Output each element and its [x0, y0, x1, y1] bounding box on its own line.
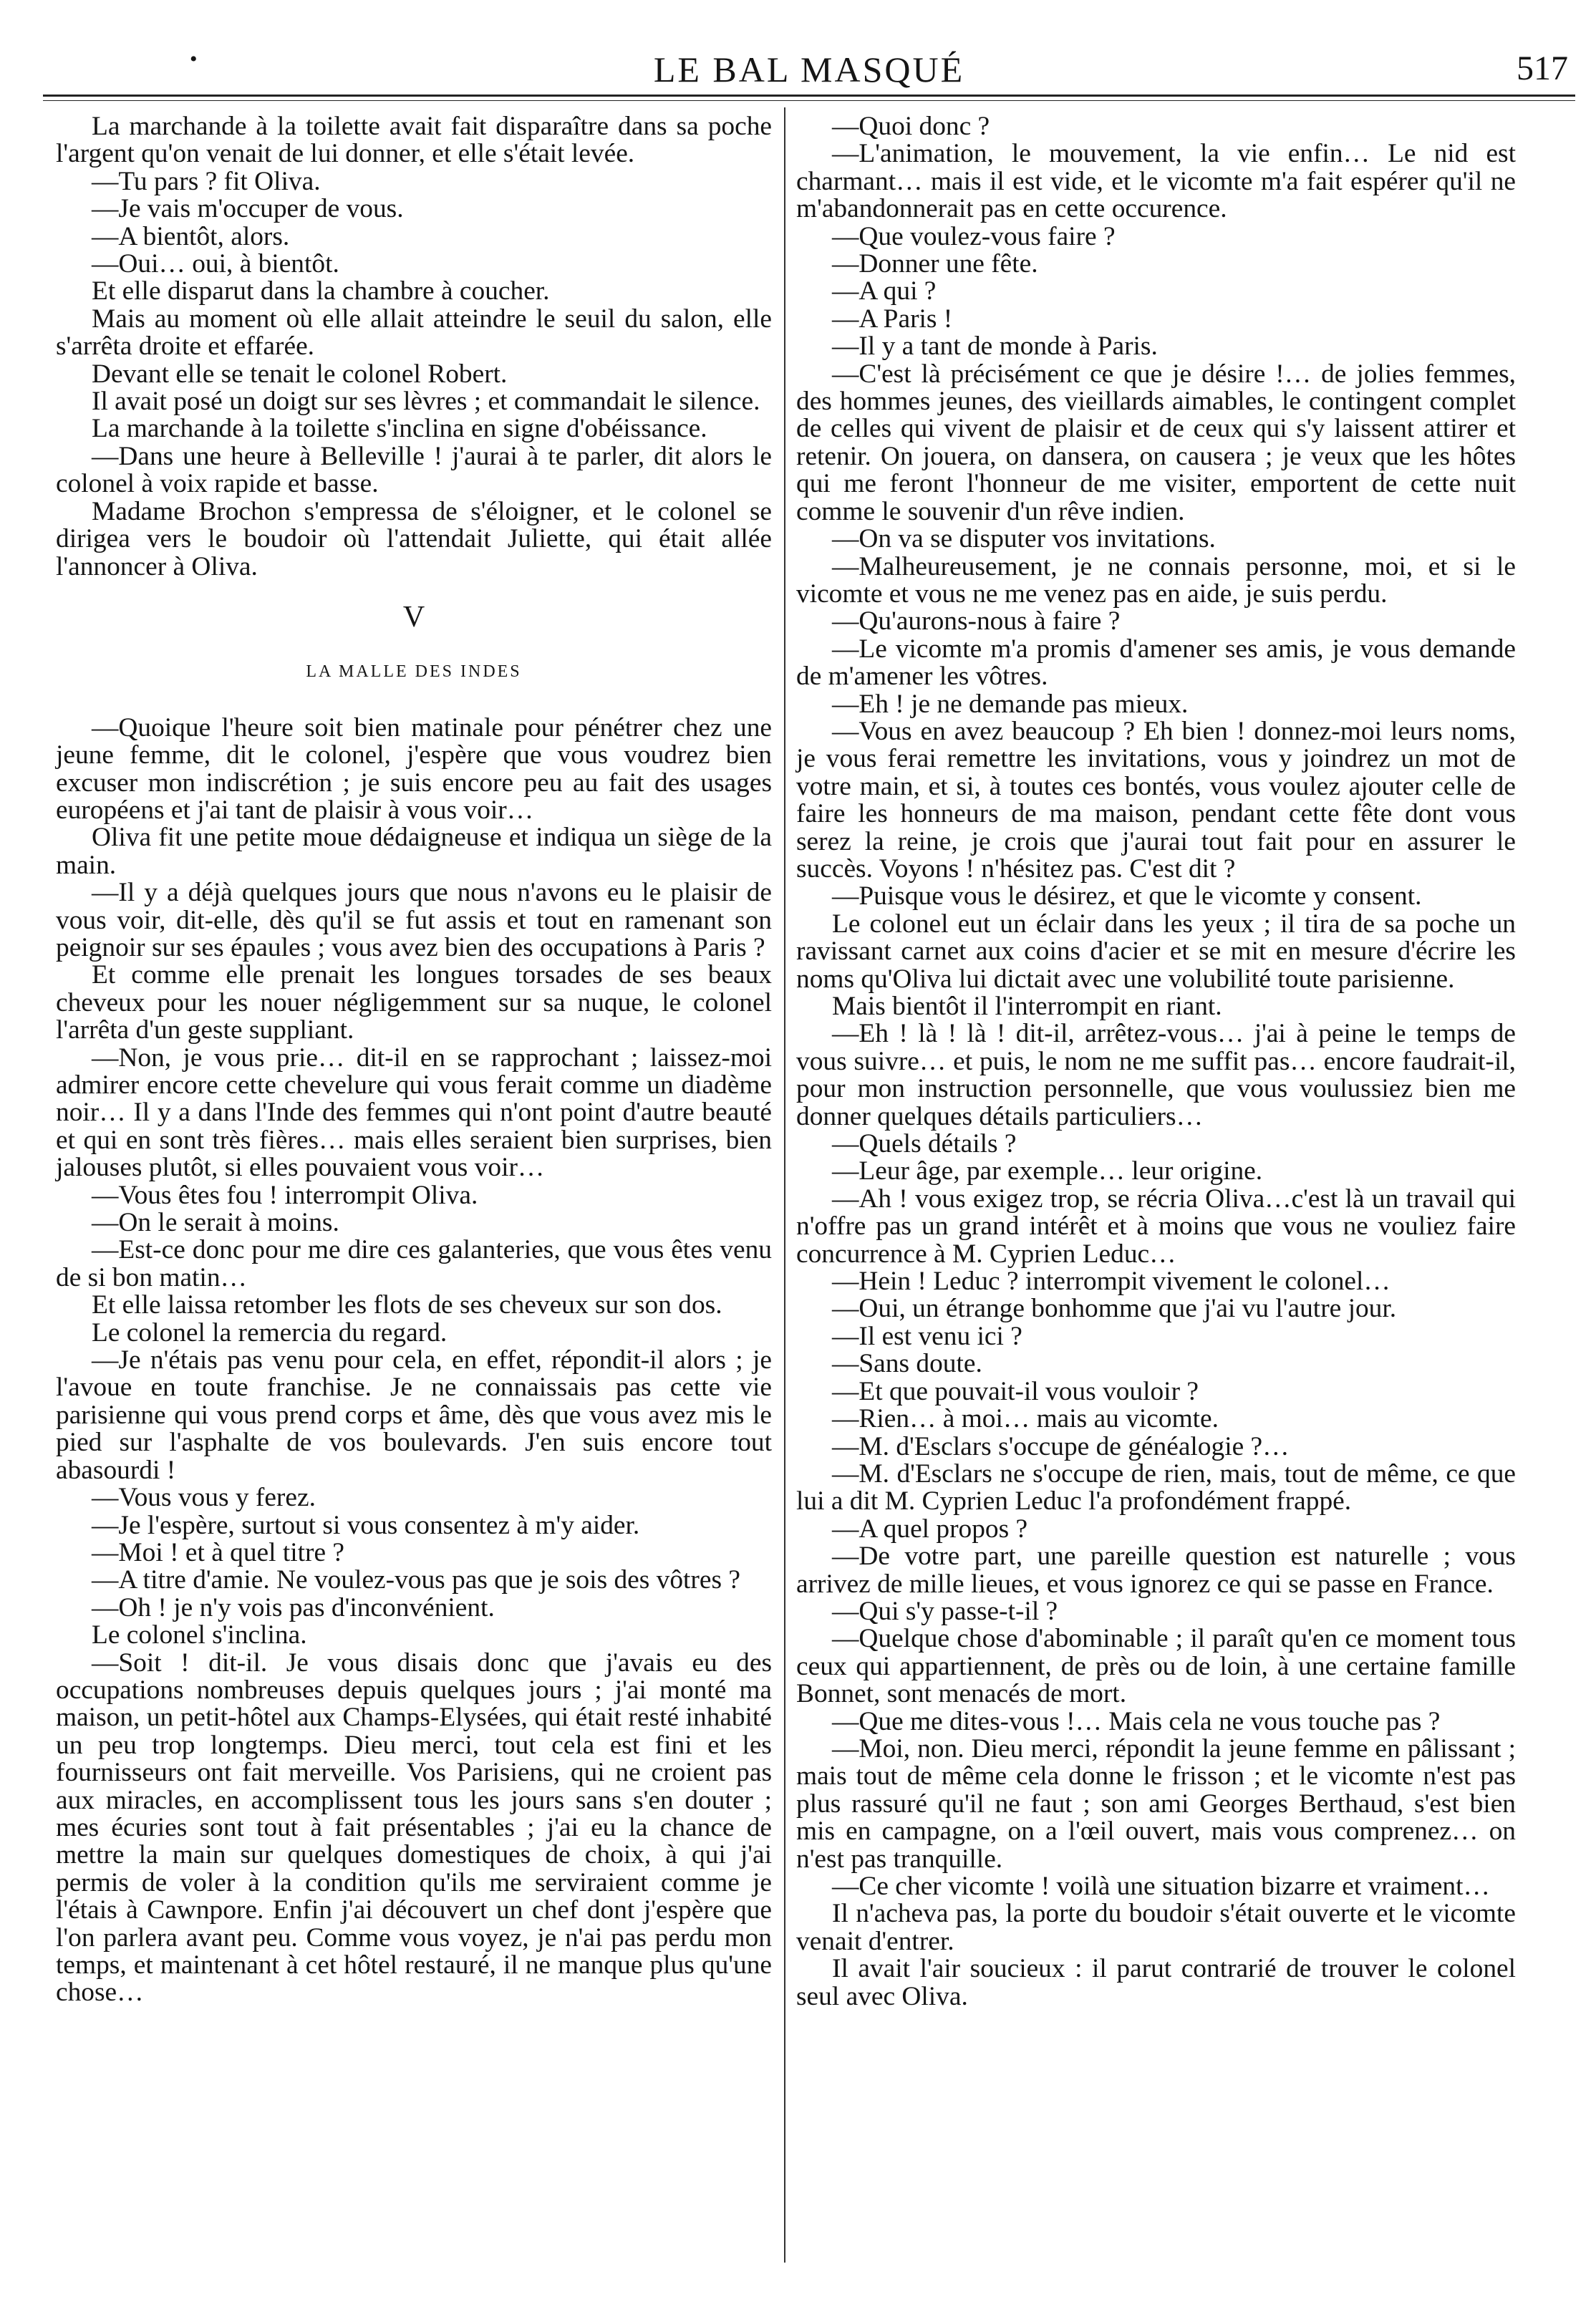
paragraph: —Eh ! là ! là ! dit-il, arrêtez-vous… j'ai à peine le temps de vous suivre… et puis, le nom ne me suffit pas… encore faudrait-il, pour mon instruction personnelle, que vous voulussiez bien me donner quelques détails particuliers…: [796, 1019, 1516, 1131]
paragraph: —Est-ce donc pour me dire ces galanteries, que vous êtes venu de si bon matin…: [56, 1235, 772, 1292]
paragraph: —Il y a tant de monde à Paris.: [832, 332, 1158, 362]
paragraph: Et comme elle prenait les longues torsades de ses beaux cheveux pour les nouer négligemment sur sa nuque, le colonel l'arrêta d'un geste suppliant.: [56, 960, 772, 1045]
paragraph: La marchande à la toilette avait fait disparaître dans sa poche l'argent qu'on venait de lui donner, et elle s'était levée.: [56, 112, 772, 169]
paragraph: —Et que pouvait-il vous vouloir ?: [832, 1376, 1199, 1406]
paragraph: —Quelque chose d'abominable ; il paraît qu'en ce moment tous ceux qui appartiennent, de près ou de loin, à une certaine famille Bonnet, sont menacés de mort.: [796, 1624, 1516, 1709]
left-column-text-after: [56, 712, 772, 2008]
paragraph: —Tu pars ? fit Oliva.: [92, 166, 321, 196]
paragraph: —On le serait à moins.: [92, 1208, 339, 1238]
paragraph: —A qui ?: [832, 276, 937, 306]
running-title: LE BAL MASQUÉ: [653, 49, 965, 90]
paragraph: —Sans doute.: [832, 1349, 982, 1379]
paragraph: Madame Brochon s'empressa de s'éloigner, et le colonel se dirigea vers le boudoir où l'attendait Juliette, qui était allée l'annoncer à Oliva.: [56, 496, 772, 581]
paragraph: —L'animation, le mouvement, la vie enfin… Le nid est charmant… mais il est vide, et le vicomte m'a fait espérer qu'il ne m'abandonnerait pas en cette occurence.: [796, 139, 1516, 224]
paragraph: —Non, je vous prie… dit-il en se rapprochant ; laissez-moi admirer encore cette chevelure qui vous ferait comme un diadème noir… Il y a dans l'Inde des femmes qui n'ont point d'autre beauté et qui en sont très fières… mais elles seraient bien surprises, bien jalouses plutôt, si elles pouvaient vous voir…: [56, 1043, 772, 1183]
paragraph: —De votre part, une pareille question est naturelle ; vous arrivez de mille lieues, et vous ignorez ce qui se passe en France.: [796, 1542, 1516, 1599]
paragraph: —C'est là précisément ce que je désire !… de jolies femmes, des hommes jeunes, des vieillards aimables, le contingent complet de celles qui vivent de plaisir et de ceux qui s'y laissent attirer et retenir. On jouera, on dansera, on causera ; je veux que les hôtes qui me feront l'honneur de me visiter, emportent de cette nuit comme le souvenir d'un rêve indien.: [796, 359, 1516, 526]
header-rule-thin: [43, 100, 1575, 101]
paragraph: —Que voulez-vous faire ?: [832, 221, 1116, 251]
paragraph: —Oui… oui, à bientôt.: [92, 249, 339, 279]
paragraph: Il avait posé un doigt sur ses lèvres ; et commandait le silence.: [92, 387, 760, 417]
paragraph: —Rien… à moi… mais au vicomte.: [832, 1404, 1219, 1434]
left-column: [56, 113, 772, 2007]
paragraph: —M. d'Esclars ne s'occupe de rien, mais, tout de même, ce que lui a dit M. Cyprien Leduc l'a profondément frappé.: [796, 1458, 1516, 1516]
paragraph: —A quel propos ?: [832, 1514, 1028, 1544]
chapter-number: V: [402, 600, 425, 634]
paragraph: Il n'acheva pas, la porte du boudoir s'était ouverte et le vicomte venait d'entrer.: [796, 1899, 1516, 1956]
paragraph: Mais au moment où elle allait atteindre le seuil du salon, elle s'arrêta droite et effarée.: [56, 304, 772, 362]
paragraph: —Il est venu ici ?: [832, 1321, 1022, 1351]
paragraph: —Dans une heure à Belleville ! j'aurai à te parler, dit alors le colonel à voix rapide et basse.: [56, 441, 772, 499]
chapter-title: LA MALLE DES INDES: [306, 662, 522, 682]
paragraph: —Oui, un étrange bonhomme que j'ai vu l'autre jour.: [832, 1294, 1397, 1324]
paragraph: —A titre d'amie. Ne voulez-vous pas que je sois des vôtres ?: [92, 1565, 740, 1595]
left-column-text-before: [56, 113, 772, 581]
paragraph: —Ah ! vous exigez trop, se récria Oliva…c'est là un travail qui n'offre pas un grand intérêt et à moins que vous ne vouliez faire concurrence à M. Cyprien Leduc…: [796, 1184, 1516, 1269]
paragraph: —Vous vous y ferez.: [92, 1483, 316, 1513]
paragraph: —Quels détails ?: [832, 1129, 1017, 1159]
paragraph: —Vous en avez beaucoup ? Eh bien ! donnez-moi leurs noms, je vous ferai remettre les invitations, vous y joindrez un mot de votre main, et si, à toutes ces bontés, vous voulez ajouter celle de faire les honneurs de ma maison, pendant cette fête dont vous serez la reine, je crois que j'aurai tout fait pour en assurer le succès. Voyons ! n'hésitez pas. C'est dit ?: [796, 716, 1516, 884]
paragraph: —Quoique l'heure soit bien matinale pour pénétrer chez une jeune femme, dit le colonel, j'espère que vous voudrez bien excuser mon indiscrétion ; je suis encore peu au fait des usages européens et j'ai tant de plaisir à vous voir…: [56, 712, 772, 825]
paragraph: —Donner une fête.: [832, 249, 1038, 279]
paragraph: La marchande à la toilette s'inclina en signe d'obéissance.: [92, 414, 707, 444]
paragraph: —Je l'espère, surtout si vous consentez à m'y aider.: [92, 1510, 640, 1540]
paragraph: —Que me dites-vous !… Mais cela ne vous touche pas ?: [832, 1706, 1441, 1736]
paragraph: —A bientôt, alors.: [92, 221, 290, 251]
paragraph: —Moi ! et à quel titre ?: [92, 1537, 345, 1567]
paragraph: Le colonel s'inclina.: [92, 1620, 307, 1650]
paragraph: —Leur âge, par exemple… leur origine.: [832, 1156, 1263, 1186]
paragraph: —Quoi donc ?: [832, 112, 990, 141]
paragraph: —Ce cher vicomte ! voilà une situation bizarre et vraiment…: [832, 1872, 1490, 1901]
right-column: [796, 113, 1516, 2011]
paragraph: —A Paris !: [832, 304, 953, 334]
paragraph: Devant elle se tenait le colonel Robert.: [92, 359, 508, 389]
paragraph: Le colonel eut un éclair dans les yeux ; il tira de sa poche un ravissant carnet aux coins d'acier et se mit en mesure d'écrire les noms qu'Oliva lui dictait avec une volubilité toute parisienne.: [796, 909, 1516, 994]
paragraph: —Je n'étais pas venu pour cela, en effet, répondit-il alors ; je l'avoue en toute franchise. Je ne connaissais pas cette vie parisienne qui vous prend corps et âme, dès que vous avez mis le pied sur l'asphalte de vos boulevards. J'en suis encore tout abasourdi !: [56, 1345, 772, 1485]
paragraph: —Puisque vous le désirez, et que le vicomte y consent.: [832, 881, 1422, 911]
paragraph: —Malheureusement, je ne connais personne, moi, et si le vicomte et vous ne me venez pas en aide, je suis perdu.: [796, 551, 1516, 609]
paragraph: —M. d'Esclars s'occupe de généalogie ?…: [832, 1431, 1290, 1461]
paragraph: —Hein ! Leduc ? interrompit vivement le colonel…: [832, 1267, 1391, 1297]
header-ornament: •: [190, 47, 198, 71]
header-rule-thick: [43, 95, 1575, 97]
page-number: 517: [1517, 49, 1568, 87]
running-header: [43, 42, 1575, 99]
paragraph: —Moi, non. Dieu merci, répondit la jeune femme en pâlissant ; mais tout de même cela donne le frisson ; et le vicomte n'est pas plus rassuré qu'il ne faut ; son ami Georges Berthaud, s'est bien mis en campagne, on a l'œil ouvert, mais vous comprenez… on n'est pas tranquille.: [796, 1733, 1516, 1874]
column-divider: [784, 107, 785, 2263]
paragraph: —Je vais m'occuper de vous.: [92, 194, 404, 224]
paragraph: —Il y a déjà quelques jours que nous n'avons eu le plaisir de vous voir, dit-elle, dès qu'il se fut assis et tout en ramenant son peignoir sur ses épaules ; vous avez bien des occupations à Paris ?: [56, 878, 772, 962]
paragraph: —Vous êtes fou ! interrompit Oliva.: [92, 1180, 478, 1210]
paragraph: —Qui s'y passe-t-il ?: [832, 1596, 1058, 1626]
paragraph: Il avait l'air soucieux : il parut contrarié de trouver le colonel seul avec Oliva.: [796, 1954, 1516, 2011]
paragraph: —On va se disputer vos invitations.: [832, 524, 1216, 554]
paragraph: Et elle laissa retomber les flots de ses cheveux sur son dos.: [92, 1290, 722, 1320]
right-column-text: [796, 113, 1516, 2011]
paragraph: —Oh ! je n'y vois pas d'inconvénient.: [92, 1592, 495, 1622]
paragraph: —Le vicomte m'a promis d'amener ses amis, je vous demande de m'amener les vôtres.: [796, 634, 1516, 692]
paragraph: —Soit ! dit-il. Je vous disais donc que j'avais eu des occupations nombreuses depuis quelques jours ; j'ai monté ma maison, un petit-hôtel aux Champs-Elysées, qui était resté inhabité un peu trop longtemps. Dieu merci, tout cela est fini et les fournisseurs ont fait merveille. Vos Parisiens, qui ne croient pas aux miracles, en accomplissent tous les jours sans s'en douter ; mes écuries sont tout à fait présentables ; j'ai eu la chance de mettre la main sur quelques domestiques de choix, à qui j'ai permis de voler à la condition qu'ils me serviraient comme je l'étais à Cawnpore. Enfin j'ai découvert un chef dont j'espère que l'on parlera avant peu. Comme vous voyez, je n'ai pas perdu mon temps, et maintenant à cet hôtel restauré, il ne manque plus qu'une chose…: [56, 1648, 772, 2008]
paragraph: Mais bientôt il l'interrompit en riant.: [832, 992, 1222, 1021]
paragraph: Et elle disparut dans la chambre à coucher.: [92, 276, 550, 306]
paragraph: —Qu'aurons-nous à faire ?: [832, 606, 1121, 637]
paragraph: Oliva fit une petite moue dédaigneuse et indiqua un siège de la main.: [56, 823, 772, 880]
paragraph: Le colonel la remercia du regard.: [92, 1317, 448, 1348]
paragraph: —Eh ! je ne demande pas mieux.: [832, 689, 1189, 719]
